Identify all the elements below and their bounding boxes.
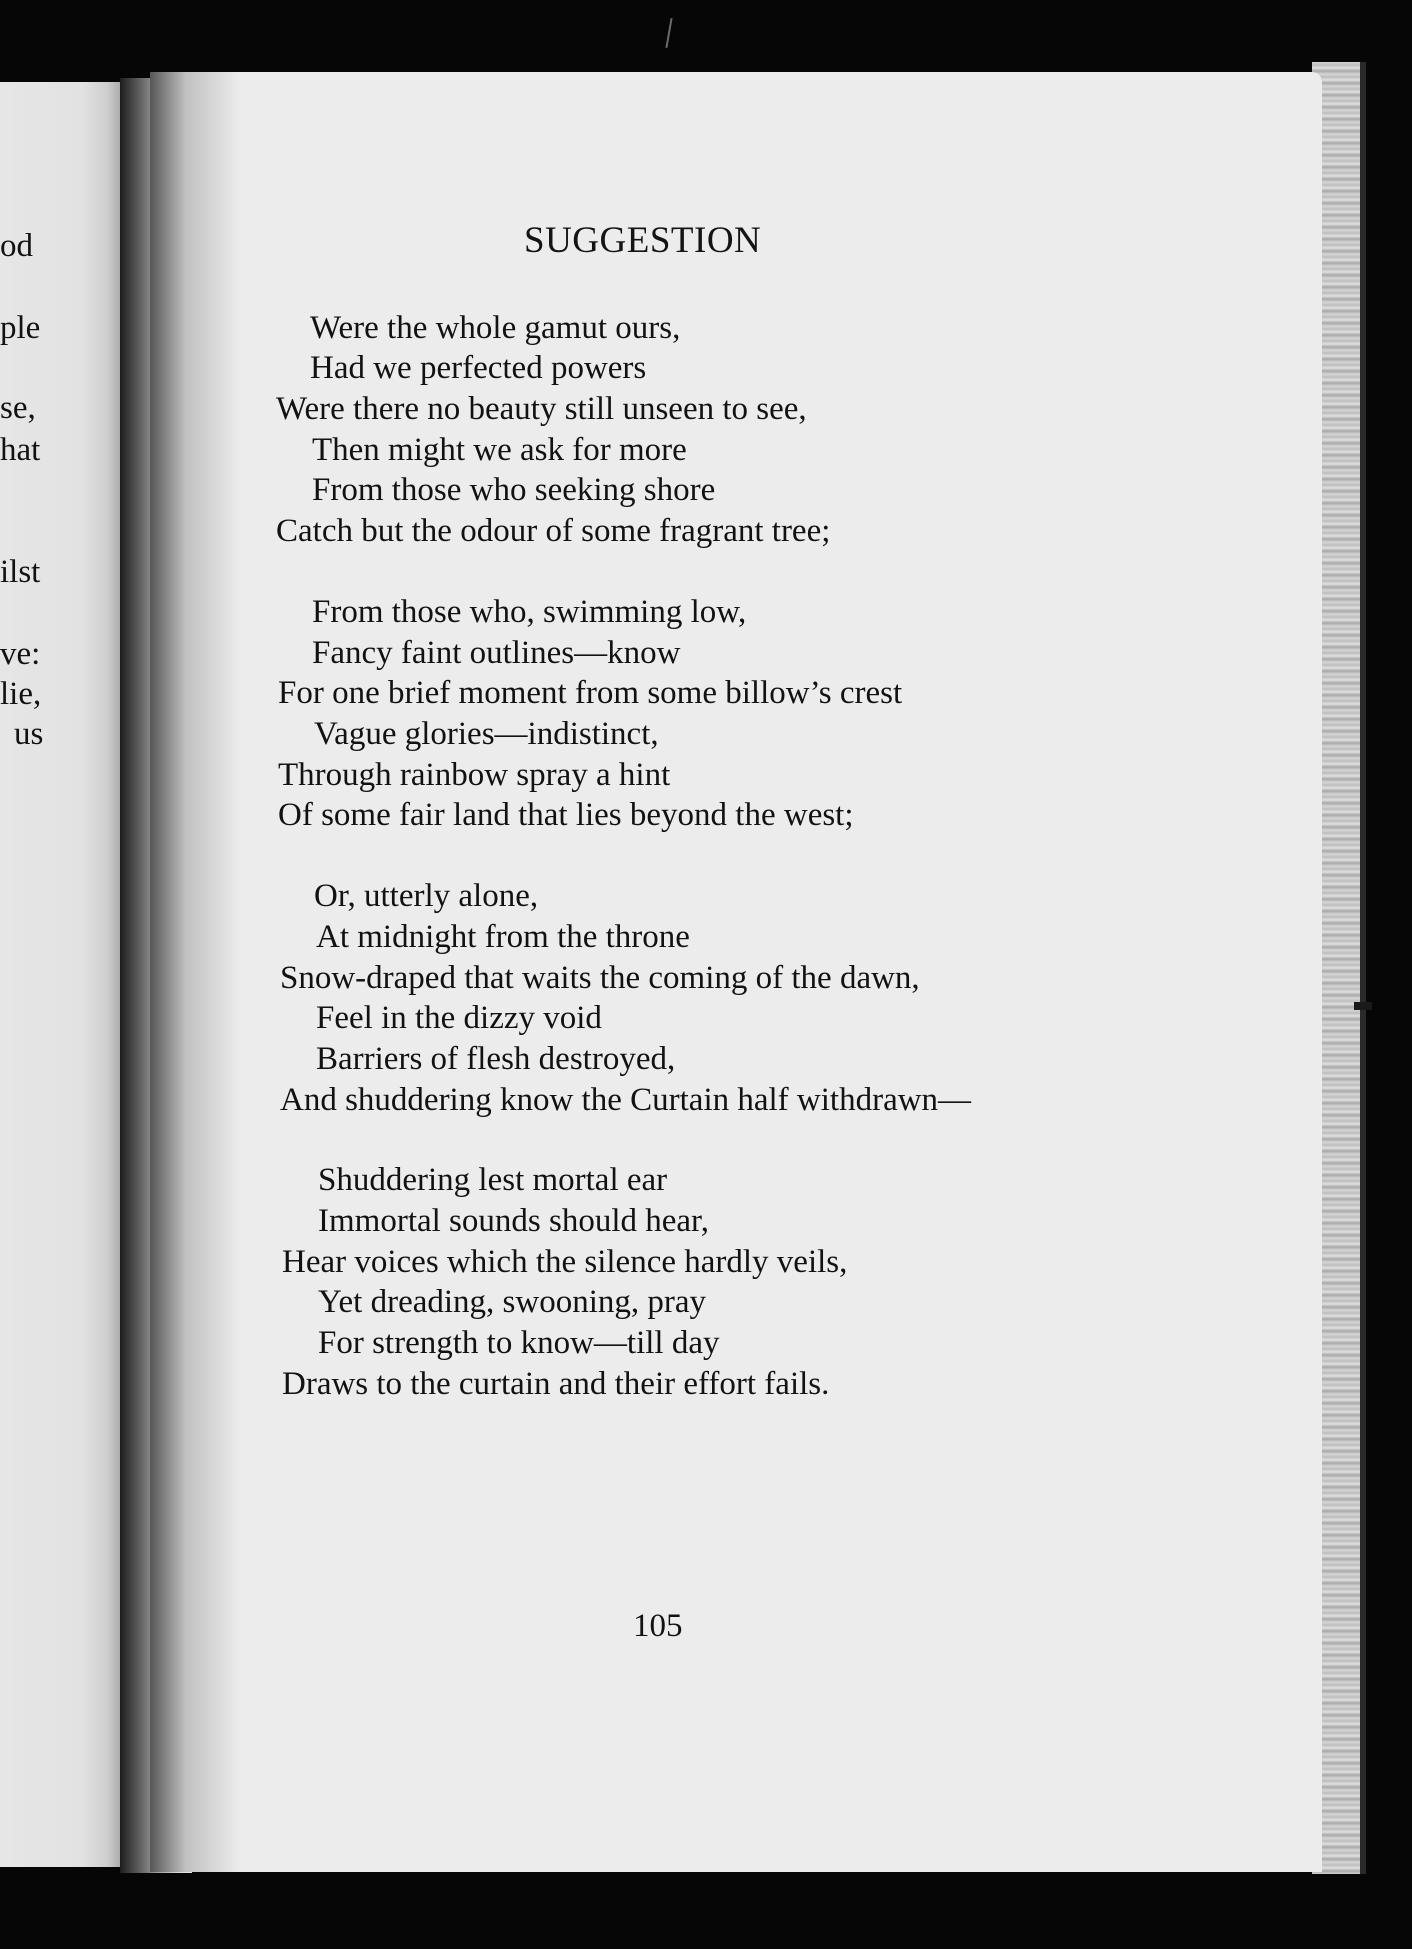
poem-line: Were there no beauty still unseen to see, xyxy=(276,391,807,427)
poem-line: Draws to the curtain and their effort fails. xyxy=(282,1366,830,1402)
poem-line: Feel in the dizzy void xyxy=(316,1000,602,1036)
left-page-fragment: ple xyxy=(0,310,41,346)
left-page-fragment: us xyxy=(14,716,44,752)
poem-line: Or, utterly alone, xyxy=(314,878,539,914)
left-page-fragment: hat xyxy=(0,432,41,468)
poem-line: Shuddering lest mortal ear xyxy=(318,1162,668,1198)
poem-line: Vague glories—indistinct, xyxy=(314,716,659,752)
poem-line: Then might we ask for more xyxy=(312,432,687,468)
poem-line: At midnight from the throne xyxy=(316,919,690,955)
poem-line: Barriers of flesh destroyed, xyxy=(316,1041,676,1077)
poem-line: Immortal sounds should hear, xyxy=(318,1203,709,1239)
poem-line: For strength to know—till day xyxy=(318,1325,720,1361)
left-page-fragment: ilst xyxy=(0,554,41,590)
poem-line: Fancy faint outlines—know xyxy=(312,635,681,671)
poem-line: Through rainbow spray a hint xyxy=(278,757,671,793)
poem-line: Yet dreading, swooning, pray xyxy=(318,1284,707,1320)
poem-line: Snow-draped that waits the coming of the dawn, xyxy=(280,960,920,996)
poem-line: From those who, swimming low, xyxy=(312,594,747,630)
poem-line: For one brief moment from some billow’s crest xyxy=(278,675,903,711)
poem-line: Were the whole gamut ours, xyxy=(310,310,681,346)
poem-line: From those who seeking shore xyxy=(312,472,716,508)
poem-line: Hear voices which the silence hardly veils, xyxy=(282,1244,848,1280)
page-number: 105 xyxy=(633,1608,683,1644)
left-page-fragment: se, xyxy=(0,390,36,426)
scan-mark xyxy=(665,18,672,48)
poem-title: SUGGESTION xyxy=(524,220,762,261)
poem-line: Of some fair land that lies beyond the west; xyxy=(278,797,854,833)
left-page-fragment: od xyxy=(0,228,33,264)
poem-line: And shuddering know the Curtain half withdrawn— xyxy=(280,1082,972,1118)
poem-line: Catch but the odour of some fragrant tree; xyxy=(276,513,831,549)
poem-line: Had we perfected powers xyxy=(310,350,647,386)
left-page-fragment: ve: xyxy=(0,636,41,672)
left-page-fragment: lie, xyxy=(0,676,42,712)
